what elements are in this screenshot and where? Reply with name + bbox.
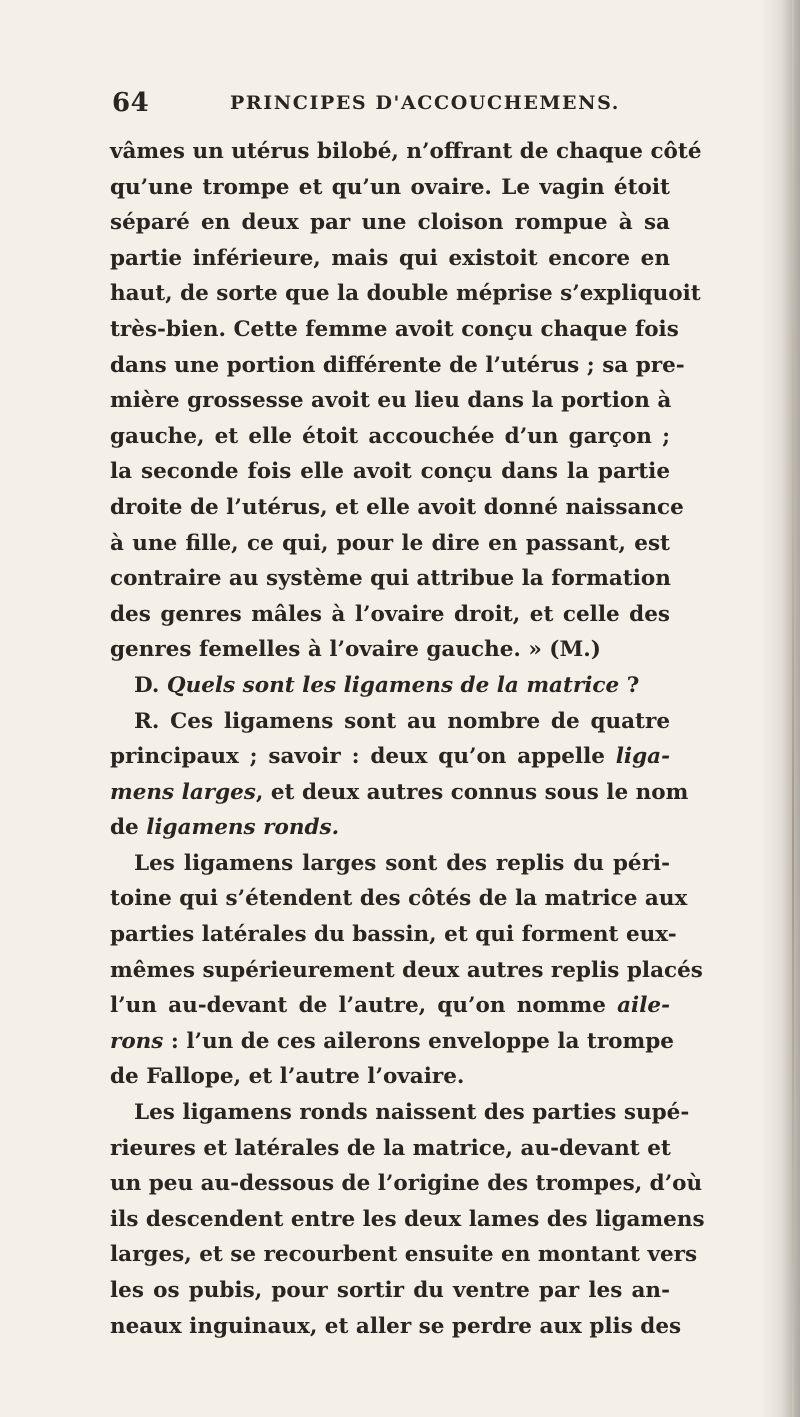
text-line: mêmes supérieurement deux autres replis placés [110,957,703,983]
italic-term: rons [110,1028,164,1054]
text-line: des genres mâles à l’ovaire droit, et celle des [110,601,670,627]
text-line [110,988,670,1024]
italic-term: ligamens ronds. [146,815,340,841]
running-title: PRINCIPES D'ACCOUCHEMENS. [230,92,620,114]
text-line: séparé en deux par une cloison rompue à sa [110,210,670,236]
text-line: qu’une trompe et qu’un ovaire. Le vagin étoit [110,174,670,200]
text-line: neaux inguinaux, et aller se perdre aux plis des [110,1313,682,1339]
text-line: droite de l’utérus, et elle avoit donné naissance [110,494,684,520]
italic-term: mens larges [110,779,256,805]
body-text [110,134,705,1344]
text-line: les os pubis, pour sortir du ventre par les an- [110,1278,670,1303]
text-line: Les ligamens ronds naissent des parties supé- [134,1100,690,1126]
text-span: l’un au-devant de l’autre, qu’on nomme [110,993,618,1019]
answer-line: R. Ces ligamens sont au nombre de quatre [134,708,670,734]
text-line: parties latérales du bassin, et qui forment eux- [110,922,677,948]
text-line: mière grossesse avoit eu lieu dans la portion à [110,388,672,414]
text-line: rieures et latérales de la matrice, au-devant et [110,1135,671,1161]
text-line: de Fallope, et l’autre l’ovaire. [110,1064,465,1090]
italic-term: aile- [617,993,670,1019]
page-header [112,88,672,122]
italic-term: liga- [615,744,670,770]
page-number: 64 [112,88,150,118]
text-line: toine qui s’étendent des côtés de la matrice aux [110,886,688,912]
text-line [110,810,670,846]
text-span: , et deux autres connus sous le nom [255,779,689,805]
text-line: la seconde fois elle avoit conçu dans la partie [110,459,670,485]
question-line [110,668,670,704]
text-line [110,739,670,775]
text-line: haut, de sorte que la double méprise s’expliquoit [110,281,701,307]
text-line: gauche, et elle étoit accouchée d’un garçon ; [110,423,670,449]
text-line: partie inférieure, mais qui existoit encore en [110,245,670,271]
text-span: principaux ; savoir : deux qu’on appelle [110,744,616,770]
text-span: de [110,815,147,841]
page-edge [792,0,794,1417]
text-line: dans une portion différente de l’utérus ; sa pre- [110,352,685,378]
text-line: Les ligamens larges sont des replis du péri- [134,850,670,876]
question-mark: ? [619,672,640,698]
text-line: vâmes un utérus bilobé, n’offrant de chaque côté [110,139,702,164]
text-span: : l’un de ces ailerons enveloppe la trompe [163,1028,674,1054]
text-line: ils descendent entre les deux lames des ligamens [110,1206,705,1232]
text-line [110,775,689,811]
text-line: contraire au système qui attribue la formation [110,566,671,592]
text-line: genres femelles à l’ovaire gauche. » (M.) [110,637,601,663]
text-line: très-bien. Cette femme avoit conçu chaque fois [110,316,679,342]
text-line [110,1024,674,1060]
question-marker: D. [134,672,167,698]
text-line: un peu au-dessous de l’origine des trompes, d’où [110,1171,703,1197]
text-line: larges, et se recourbent ensuite en montant vers [110,1242,698,1268]
question-text: Quels sont les ligamens de la matrice [166,672,620,698]
text-line: à une fille, ce qui, pour le dire en passant, est [110,530,670,556]
